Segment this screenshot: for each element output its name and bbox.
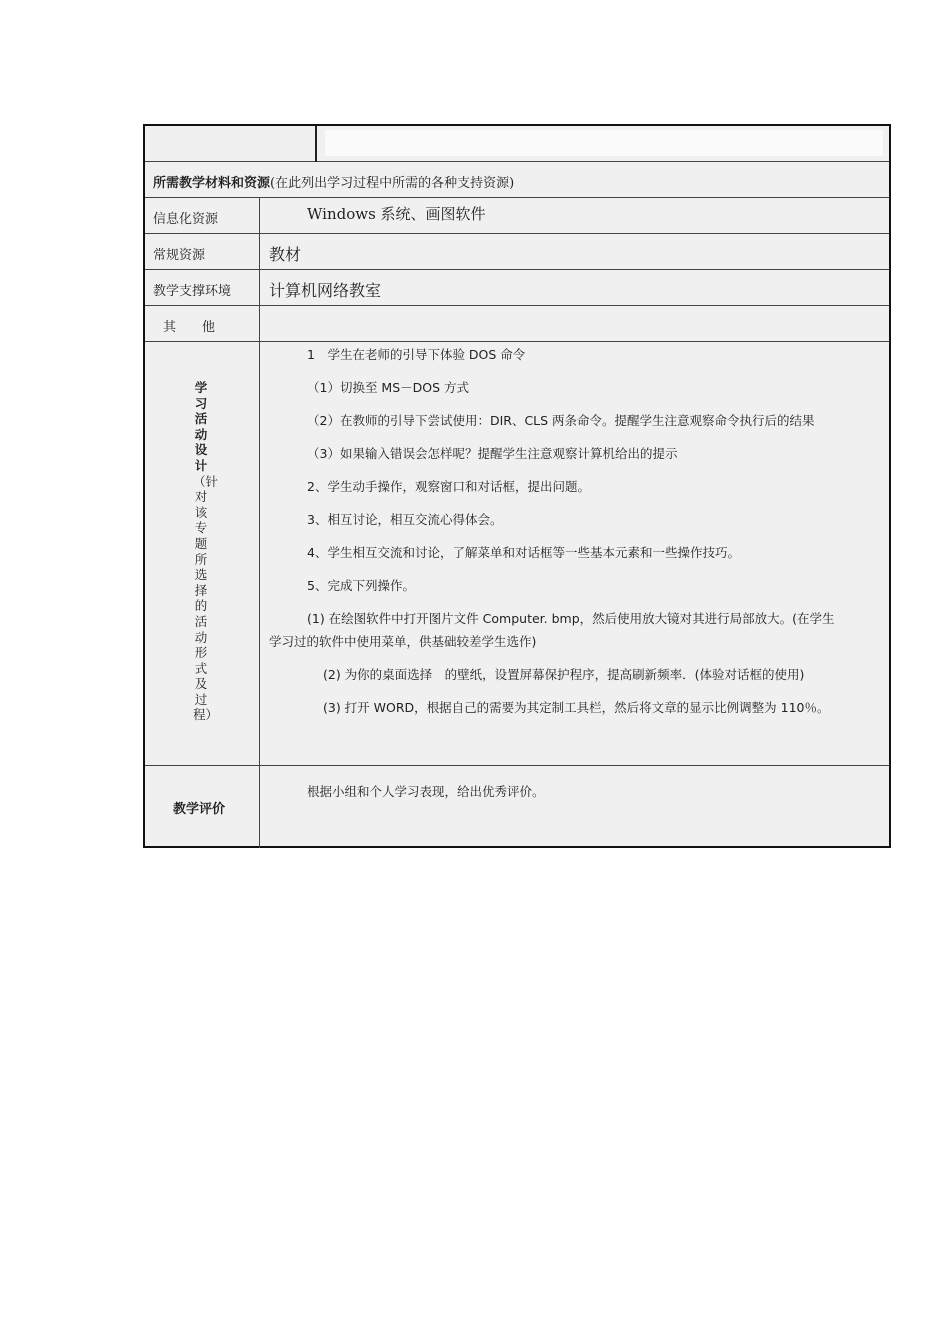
- resources-header-title: 所需教学材料和资源: [153, 176, 271, 191]
- activity-label-note: （针对该专题所选择的活动形式及过程）: [193, 473, 219, 723]
- top-empty-input: [325, 130, 883, 156]
- resource-label: 常规资源: [153, 248, 206, 263]
- activity-line: （2）在教师的引导下尝试使用：DIR、CLS 两条命令。提醒学生注意观察命令执行后的结果: [307, 413, 815, 428]
- activity-label: [193, 380, 219, 723]
- resource-value: 教材: [269, 245, 302, 264]
- resource-label: 信息化资源: [153, 212, 219, 227]
- activity-line: 1 学生在老师的引导下体验 DOS 命令: [307, 347, 526, 362]
- activity-line: (2) 为你的桌面选择 的壁纸，设置屏幕保护程序，提高刷新频率．(体验对话框的使用): [323, 667, 805, 682]
- resources-header-note: (在此列出学习过程中所需的各种支持资源): [270, 176, 515, 191]
- resource-label: 其 他: [163, 320, 216, 335]
- evaluation-text: 根据小组和个人学习表现，给出优秀评价。: [307, 784, 545, 799]
- activity-line: （1）切换至 MS－DOS 方式: [307, 380, 470, 395]
- evaluation-label: 教学评价: [173, 802, 226, 817]
- activity-line: 学习过的软件中使用菜单，供基础较差学生选作): [269, 634, 537, 649]
- resource-value: 计算机网络教室: [269, 281, 382, 300]
- activity-content: [269, 342, 885, 766]
- activity-line: 4、学生相互交流和讨论，了解菜单和对话框等一些基本元素和一些操作技巧。: [307, 545, 740, 560]
- activity-line: （3）如果输入错误会怎样呢？提醒学生注意观察计算机给出的提示: [307, 446, 678, 461]
- activity-line: (3) 打开 WORD，根据自己的需要为其定制工具栏，然后将文章的显示比例调整为 110％。: [323, 700, 830, 715]
- resource-row: [145, 306, 889, 342]
- resource-value: Windows 系统、画图软件: [307, 205, 486, 223]
- resource-row: [145, 198, 889, 234]
- top-empty-row: [145, 126, 889, 162]
- lesson-plan-table: [143, 124, 891, 848]
- evaluation-row: [145, 766, 889, 848]
- resource-row: [145, 270, 889, 306]
- activity-label-title: 学习活动设计: [194, 380, 208, 473]
- activity-line: (1) 在绘图软件中打开图片文件 Computer. bmp，然后使用放大镜对其进行局部放大。(在学生: [307, 611, 835, 626]
- resources-header-row: [145, 162, 889, 198]
- activity-row: [145, 342, 889, 766]
- resource-label: 教学支撑环境: [153, 284, 232, 299]
- activity-line: 5、完成下列操作。: [307, 578, 415, 593]
- activity-line: 2、学生动手操作，观察窗口和对话框，提出问题。: [307, 479, 590, 494]
- activity-line: 3、相互讨论，相互交流心得体会。: [307, 512, 503, 527]
- resource-row: [145, 234, 889, 270]
